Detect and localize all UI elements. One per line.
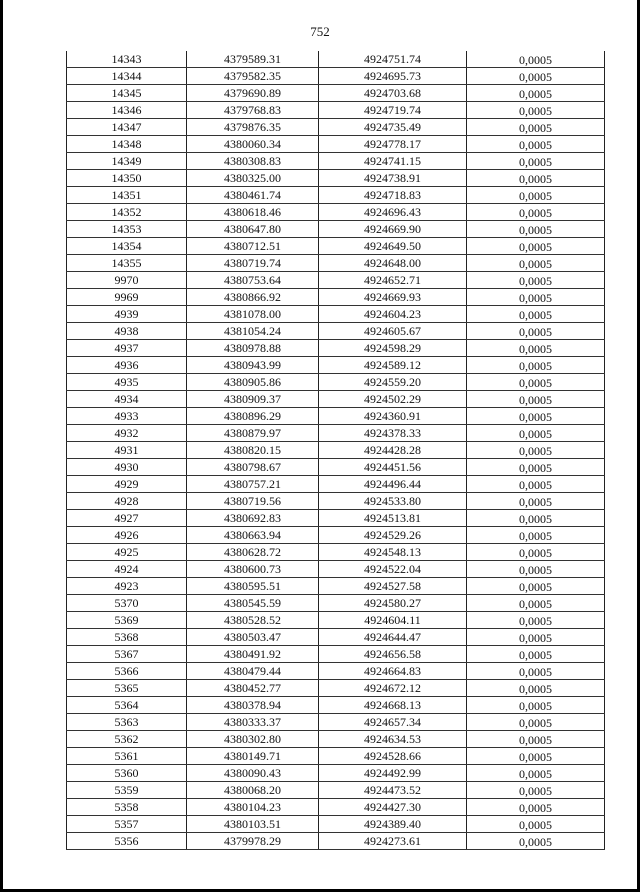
x-coordinate-cell: 4379876.35 (187, 119, 319, 136)
tolerance-cell: 0,0005 (467, 204, 605, 221)
point-id-cell: 4927 (67, 510, 187, 527)
tolerance-cell: 0,0005 (467, 544, 605, 561)
x-coordinate-cell: 4380753.64 (187, 272, 319, 289)
table-row (67, 136, 605, 153)
y-coordinate-cell: 4924528.66 (319, 748, 467, 765)
tolerance-cell: 0,0005 (467, 748, 605, 765)
tolerance-cell: 0,0005 (467, 306, 605, 323)
point-id-cell: 5362 (67, 731, 187, 748)
y-coordinate-cell: 4924656.58 (319, 646, 467, 663)
point-id-cell: 9970 (67, 272, 187, 289)
tolerance-cell: 0,0005 (467, 510, 605, 527)
tolerance-cell: 0,0005 (467, 374, 605, 391)
tolerance-cell: 0,0005 (467, 272, 605, 289)
y-coordinate-cell: 4924648.00 (319, 255, 467, 272)
y-coordinate-cell: 4924696.43 (319, 204, 467, 221)
tolerance-cell: 0,0005 (467, 561, 605, 578)
y-coordinate-cell: 4924522.04 (319, 561, 467, 578)
tolerance-cell: 0,0005 (467, 68, 605, 85)
table-row (67, 816, 605, 833)
tolerance-cell: 0,0005 (467, 714, 605, 731)
point-id-cell: 4933 (67, 408, 187, 425)
tolerance-cell: 0,0005 (467, 527, 605, 544)
tolerance-cell: 0,0005 (467, 153, 605, 170)
tolerance-cell: 0,0005 (467, 340, 605, 357)
y-coordinate-cell: 4924735.49 (319, 119, 467, 136)
x-coordinate-cell: 4380798.67 (187, 459, 319, 476)
x-coordinate-cell: 4380103.51 (187, 816, 319, 833)
point-id-cell: 4923 (67, 578, 187, 595)
point-id-cell: 14346 (67, 102, 187, 119)
table-row (67, 731, 605, 748)
point-id-cell: 4934 (67, 391, 187, 408)
y-coordinate-cell: 4924669.90 (319, 221, 467, 238)
point-id-cell: 4929 (67, 476, 187, 493)
tolerance-cell: 0,0005 (467, 612, 605, 629)
x-coordinate-cell: 4380712.51 (187, 238, 319, 255)
point-id-cell: 5370 (67, 595, 187, 612)
tolerance-cell: 0,0005 (467, 493, 605, 510)
table-row (67, 527, 605, 544)
x-coordinate-cell: 4381078.00 (187, 306, 319, 323)
y-coordinate-cell: 4924598.29 (319, 340, 467, 357)
x-coordinate-cell: 4380060.34 (187, 136, 319, 153)
point-id-cell: 14355 (67, 255, 187, 272)
x-coordinate-cell: 4380090.43 (187, 765, 319, 782)
x-coordinate-cell: 4380600.73 (187, 561, 319, 578)
table-row (67, 510, 605, 527)
point-id-cell: 5359 (67, 782, 187, 799)
x-coordinate-cell: 4379768.83 (187, 102, 319, 119)
table-row (67, 255, 605, 272)
x-coordinate-cell: 4380333.37 (187, 714, 319, 731)
table-row (67, 306, 605, 323)
x-coordinate-cell: 4380978.88 (187, 340, 319, 357)
y-coordinate-cell: 4924451.56 (319, 459, 467, 476)
y-coordinate-cell: 4924657.34 (319, 714, 467, 731)
page-number: 752 (310, 24, 330, 39)
table-row (67, 391, 605, 408)
table-row (67, 595, 605, 612)
x-coordinate-cell: 4380308.83 (187, 153, 319, 170)
table-row (67, 85, 605, 102)
x-coordinate-cell: 4380719.74 (187, 255, 319, 272)
point-id-cell: 4928 (67, 493, 187, 510)
x-coordinate-cell: 4380692.83 (187, 510, 319, 527)
tolerance-cell: 0,0005 (467, 595, 605, 612)
table-row (67, 646, 605, 663)
table-row (67, 680, 605, 697)
tolerance-cell: 0,0005 (467, 425, 605, 442)
point-id-cell: 4935 (67, 374, 187, 391)
y-coordinate-cell: 4924695.73 (319, 68, 467, 85)
point-id-cell: 4937 (67, 340, 187, 357)
tolerance-cell: 0,0005 (467, 799, 605, 816)
point-id-cell: 4932 (67, 425, 187, 442)
tolerance-cell: 0,0005 (467, 663, 605, 680)
table-row (67, 714, 605, 731)
table-row (67, 425, 605, 442)
y-coordinate-cell: 4924649.50 (319, 238, 467, 255)
tolerance-cell: 0,0005 (467, 646, 605, 663)
x-coordinate-cell: 4381054.24 (187, 323, 319, 340)
table-row (67, 119, 605, 136)
y-coordinate-cell: 4924738.91 (319, 170, 467, 187)
x-coordinate-cell: 4380325.00 (187, 170, 319, 187)
table-row (67, 493, 605, 510)
point-id-cell: 4939 (67, 306, 187, 323)
tolerance-cell: 0,0005 (467, 765, 605, 782)
x-coordinate-cell: 4380068.20 (187, 782, 319, 799)
point-id-cell: 4925 (67, 544, 187, 561)
point-id-cell: 4931 (67, 442, 187, 459)
point-id-cell: 14354 (67, 238, 187, 255)
y-coordinate-cell: 4924718.83 (319, 187, 467, 204)
y-coordinate-cell: 4924273.61 (319, 833, 467, 850)
x-coordinate-cell: 4380479.44 (187, 663, 319, 680)
y-coordinate-cell: 4924378.33 (319, 425, 467, 442)
table-row (67, 459, 605, 476)
point-id-cell: 5369 (67, 612, 187, 629)
table-row (67, 408, 605, 425)
point-id-cell: 14349 (67, 153, 187, 170)
table-row (67, 170, 605, 187)
x-coordinate-cell: 4379690.89 (187, 85, 319, 102)
table-row (67, 187, 605, 204)
x-coordinate-cell: 4380719.56 (187, 493, 319, 510)
point-id-cell: 5358 (67, 799, 187, 816)
point-id-cell: 14347 (67, 119, 187, 136)
tolerance-cell: 0,0005 (467, 476, 605, 493)
y-coordinate-cell: 4924360.91 (319, 408, 467, 425)
table-row (67, 221, 605, 238)
point-id-cell: 14350 (67, 170, 187, 187)
point-id-cell: 14348 (67, 136, 187, 153)
y-coordinate-cell: 4924668.13 (319, 697, 467, 714)
tolerance-cell: 0,0005 (467, 289, 605, 306)
tolerance-cell: 0,0005 (467, 51, 605, 68)
table-row (67, 612, 605, 629)
y-coordinate-cell: 4924652.71 (319, 272, 467, 289)
x-coordinate-cell: 4380879.97 (187, 425, 319, 442)
x-coordinate-cell: 4380663.94 (187, 527, 319, 544)
table-row (67, 272, 605, 289)
tolerance-cell: 0,0005 (467, 357, 605, 374)
table-row (67, 697, 605, 714)
table-row (67, 374, 605, 391)
y-coordinate-cell: 4924529.26 (319, 527, 467, 544)
x-coordinate-cell: 4379589.31 (187, 51, 319, 68)
tolerance-cell: 0,0005 (467, 119, 605, 136)
y-coordinate-cell: 4924719.74 (319, 102, 467, 119)
point-id-cell: 4938 (67, 323, 187, 340)
tolerance-cell: 0,0005 (467, 578, 605, 595)
x-coordinate-cell: 4380378.94 (187, 697, 319, 714)
tolerance-cell: 0,0005 (467, 221, 605, 238)
table-row (67, 357, 605, 374)
y-coordinate-cell: 4924751.74 (319, 51, 467, 68)
table-row (67, 442, 605, 459)
table-row (67, 340, 605, 357)
point-id-cell: 14352 (67, 204, 187, 221)
table-row (67, 748, 605, 765)
point-id-cell: 5363 (67, 714, 187, 731)
tolerance-cell: 0,0005 (467, 323, 605, 340)
x-coordinate-cell: 4380149.71 (187, 748, 319, 765)
point-id-cell: 5357 (67, 816, 187, 833)
y-coordinate-cell: 4924428.28 (319, 442, 467, 459)
y-coordinate-cell: 4924527.58 (319, 578, 467, 595)
tolerance-cell: 0,0005 (467, 459, 605, 476)
x-coordinate-cell: 4380545.59 (187, 595, 319, 612)
tolerance-cell: 0,0005 (467, 833, 605, 850)
y-coordinate-cell: 4924604.23 (319, 306, 467, 323)
x-coordinate-cell: 4380528.52 (187, 612, 319, 629)
y-coordinate-cell: 4924533.80 (319, 493, 467, 510)
x-coordinate-cell: 4380461.74 (187, 187, 319, 204)
y-coordinate-cell: 4924548.13 (319, 544, 467, 561)
x-coordinate-cell: 4380503.47 (187, 629, 319, 646)
table-row (67, 153, 605, 170)
tolerance-cell: 0,0005 (467, 442, 605, 459)
tolerance-cell: 0,0005 (467, 102, 605, 119)
x-coordinate-cell: 4380628.72 (187, 544, 319, 561)
y-coordinate-cell: 4924427.30 (319, 799, 467, 816)
table-row (67, 782, 605, 799)
x-coordinate-cell: 4380491.92 (187, 646, 319, 663)
x-coordinate-cell: 4380909.37 (187, 391, 319, 408)
point-id-cell: 14344 (67, 68, 187, 85)
table-row (67, 765, 605, 782)
tolerance-cell: 0,0005 (467, 408, 605, 425)
table-row (67, 629, 605, 646)
y-coordinate-cell: 4924492.99 (319, 765, 467, 782)
x-coordinate-cell: 4380896.29 (187, 408, 319, 425)
point-id-cell: 5364 (67, 697, 187, 714)
tolerance-cell: 0,0005 (467, 238, 605, 255)
x-coordinate-cell: 4380302.80 (187, 731, 319, 748)
tolerance-cell: 0,0005 (467, 697, 605, 714)
y-coordinate-cell: 4924389.40 (319, 816, 467, 833)
y-coordinate-cell: 4924513.81 (319, 510, 467, 527)
y-coordinate-cell: 4924672.12 (319, 680, 467, 697)
y-coordinate-cell: 4924778.17 (319, 136, 467, 153)
point-id-cell: 5365 (67, 680, 187, 697)
tolerance-cell: 0,0005 (467, 391, 605, 408)
table-row (67, 799, 605, 816)
tolerance-cell: 0,0005 (467, 629, 605, 646)
x-coordinate-cell: 4379582.35 (187, 68, 319, 85)
x-coordinate-cell: 4380595.51 (187, 578, 319, 595)
table-row (67, 51, 605, 68)
tolerance-cell: 0,0005 (467, 255, 605, 272)
point-id-cell: 5368 (67, 629, 187, 646)
x-coordinate-cell: 4380104.23 (187, 799, 319, 816)
table-row (67, 561, 605, 578)
tolerance-cell: 0,0005 (467, 782, 605, 799)
coordinates-table (66, 51, 605, 850)
y-coordinate-cell: 4924580.27 (319, 595, 467, 612)
y-coordinate-cell: 4924605.67 (319, 323, 467, 340)
table-row (67, 476, 605, 493)
y-coordinate-cell: 4924496.44 (319, 476, 467, 493)
x-coordinate-cell: 4380452.77 (187, 680, 319, 697)
table-row (67, 102, 605, 119)
scan-border-left (0, 0, 3, 892)
y-coordinate-cell: 4924703.68 (319, 85, 467, 102)
y-coordinate-cell: 4924559.20 (319, 374, 467, 391)
table-row (67, 238, 605, 255)
y-coordinate-cell: 4924741.15 (319, 153, 467, 170)
table-row (67, 204, 605, 221)
point-id-cell: 14343 (67, 51, 187, 68)
x-coordinate-cell: 4380943.99 (187, 357, 319, 374)
table-row (67, 833, 605, 850)
y-coordinate-cell: 4924604.11 (319, 612, 467, 629)
table-row (67, 578, 605, 595)
table-row (67, 544, 605, 561)
y-coordinate-cell: 4924669.93 (319, 289, 467, 306)
tolerance-cell: 0,0005 (467, 816, 605, 833)
x-coordinate-cell: 4380757.21 (187, 476, 319, 493)
y-coordinate-cell: 4924589.12 (319, 357, 467, 374)
x-coordinate-cell: 4380820.15 (187, 442, 319, 459)
point-id-cell: 4924 (67, 561, 187, 578)
point-id-cell: 5367 (67, 646, 187, 663)
tolerance-cell: 0,0005 (467, 170, 605, 187)
point-id-cell: 14345 (67, 85, 187, 102)
point-id-cell: 5366 (67, 663, 187, 680)
point-id-cell: 5360 (67, 765, 187, 782)
tolerance-cell: 0,0005 (467, 136, 605, 153)
point-id-cell: 5361 (67, 748, 187, 765)
point-id-cell: 14353 (67, 221, 187, 238)
tolerance-cell: 0,0005 (467, 731, 605, 748)
y-coordinate-cell: 4924644.47 (319, 629, 467, 646)
y-coordinate-cell: 4924502.29 (319, 391, 467, 408)
table-row (67, 323, 605, 340)
y-coordinate-cell: 4924473.52 (319, 782, 467, 799)
x-coordinate-cell: 4380905.86 (187, 374, 319, 391)
point-id-cell: 4936 (67, 357, 187, 374)
x-coordinate-cell: 4379978.29 (187, 833, 319, 850)
point-id-cell: 4930 (67, 459, 187, 476)
x-coordinate-cell: 4380866.92 (187, 289, 319, 306)
y-coordinate-cell: 4924634.53 (319, 731, 467, 748)
point-id-cell: 9969 (67, 289, 187, 306)
table-row (67, 68, 605, 85)
tolerance-cell: 0,0005 (467, 680, 605, 697)
point-id-cell: 14351 (67, 187, 187, 204)
point-id-cell: 5356 (67, 833, 187, 850)
table-row (67, 663, 605, 680)
tolerance-cell: 0,0005 (467, 187, 605, 204)
x-coordinate-cell: 4380618.46 (187, 204, 319, 221)
coordinates-table-body (67, 51, 605, 850)
point-id-cell: 4926 (67, 527, 187, 544)
x-coordinate-cell: 4380647.80 (187, 221, 319, 238)
y-coordinate-cell: 4924664.83 (319, 663, 467, 680)
tolerance-cell: 0,0005 (467, 85, 605, 102)
table-row (67, 289, 605, 306)
